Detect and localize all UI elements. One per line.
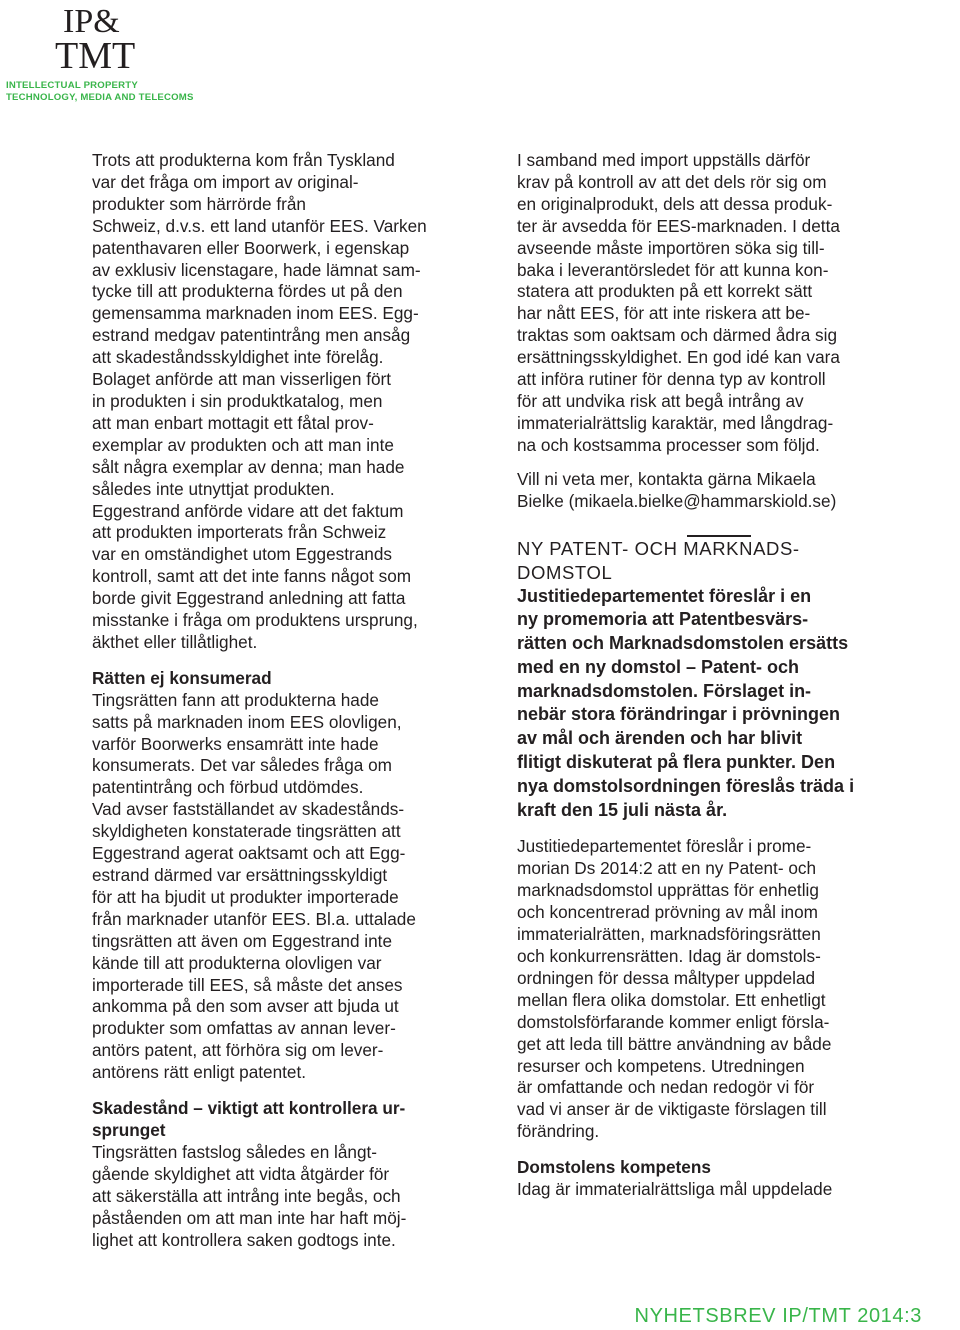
- text-line: produkter som härrörde från: [92, 193, 306, 214]
- text-line: traktas som oaktsam och därmed ådra sig: [517, 325, 838, 346]
- logo-subtitle-line2: TECHNOLOGY, MEDIA AND TELECOMS: [6, 91, 194, 103]
- text-line: att man enbart mottagit ett fåtal prov-: [92, 412, 374, 433]
- text-line: lighet att kontrollera saken godtogs inte.: [92, 1229, 396, 1250]
- ip-tmt-logo-mark: [55, 2, 145, 72]
- text-line: Bielke (mikaela.bielke@hammarskiold.se): [517, 490, 837, 511]
- text-line: borde givit Eggestrand anledning att fatta: [92, 588, 406, 609]
- right-paragraph-2: [517, 836, 927, 1143]
- text-line: och konkurrensrätten. Idag är domstols-: [517, 946, 821, 966]
- right-paragraph-1: [517, 150, 927, 457]
- text-line: Bolaget anförde att man visserligen fört: [92, 369, 392, 390]
- text-line: Skadestånd – viktigt att kontrollera ur-: [92, 1098, 406, 1119]
- left-paragraph-2: [92, 690, 502, 1084]
- text-line: påståenden om att man inte har haft möj-: [92, 1207, 407, 1228]
- text-line: antörens rätt enligt patentet.: [92, 1062, 307, 1083]
- text-line: flitigt diskuterat på flera punkter. Den: [517, 752, 836, 773]
- contact-paragraph: [517, 469, 927, 513]
- heading-ratten-ej-konsumerad: Rätten ej konsumerad: [92, 667, 272, 688]
- text-line: patenthavaren eller Boorwerk, i egenskap: [92, 237, 410, 258]
- text-line: gående skyldighet att vidta åtgärder för: [92, 1163, 390, 1184]
- logo: [0, 0, 240, 112]
- text-line: ankomma på den som avser att bjuda ut: [92, 996, 399, 1017]
- text-line: exemplar av produkten och att man inte: [92, 434, 394, 455]
- text-line: immaterialrätten, marknadsföringsrätten: [517, 924, 821, 945]
- text-line: NY PATENT- OCH MARKNADS-: [517, 537, 800, 559]
- text-line: patentintrång och förbud utdömdes.: [92, 777, 364, 798]
- heading-skadestand: [92, 1098, 502, 1142]
- text-line: tingsrätten att även om Eggestrand inte: [92, 930, 393, 951]
- logo-mark-line2: TMT: [55, 35, 136, 72]
- text-line: na och kostsamma processer som följd.: [517, 434, 820, 455]
- text-line: marknadsdomstol upprättas för enhetlig: [517, 880, 819, 901]
- text-line: sålt några exemplar av denna; man hade: [92, 456, 405, 477]
- text-line: av mål och ärenden och har blivit: [517, 728, 803, 749]
- logo-subtitle-line1: INTELLECTUAL PROPERTY: [6, 80, 138, 91]
- text-line: resurser och kompetens. Utredningen: [517, 1055, 805, 1076]
- text-line: en originalprodukt, dels att dessa produk-: [517, 193, 833, 214]
- logo-mark-line1: IP&: [63, 3, 120, 40]
- text-line: Justitiedepartementet föreslår i en: [517, 585, 812, 606]
- text-line: Vill ni veta mer, kontakta gärna Mikaela: [517, 468, 816, 489]
- text-line: Schweiz, d.v.s. ett land utanför EES. Varken: [92, 215, 427, 236]
- lead-paragraph: [517, 585, 927, 823]
- text-line: estrand medgav patentintrång men ansåg: [92, 325, 411, 346]
- text-line: förändring.: [517, 1121, 600, 1142]
- text-line: att säkerställa att intrång inte begås, och: [92, 1185, 401, 1206]
- text-line: Vad avser fastställandet av skadestånds-: [92, 799, 405, 820]
- text-line: statera att produkten på ett korrekt sätt: [517, 281, 813, 302]
- text-line: ersättningsskyldighet. En god idé kan vara: [517, 347, 840, 368]
- text-line: kontroll, samt att det inte fanns något som: [92, 566, 412, 587]
- section-title: [517, 537, 927, 585]
- text-line: var det fråga om import av original-: [92, 171, 359, 192]
- text-line: Tingsrätten fastslog således en långt-: [92, 1141, 378, 1162]
- text-line: att skadeståndsskyldighet inte förelåg.: [92, 347, 384, 368]
- text-line: domstolsförfarande kommer enligt försla-: [517, 1011, 830, 1032]
- text-line: Eggestrand agerat oaktsamt och att Egg-: [92, 843, 406, 864]
- text-line: gemensamma marknaden inom EES. Egg-: [92, 303, 419, 324]
- text-line: rätten och Marknadsdomstolen ersätts: [517, 633, 849, 654]
- text-line: Justitiedepartementet föreslår i prome-: [517, 836, 812, 857]
- text-line: krav på kontroll av att det dels rör sig om: [517, 171, 827, 192]
- text-line: för att ha bjudit ut produkter importerade: [92, 886, 399, 907]
- text-line: baka i leverantörsledet för att kunna kon-: [517, 259, 829, 280]
- text-line: Idag är immaterialrättsliga mål uppdelade: [517, 1179, 833, 1200]
- text-line: således inte utnyttjat produkten.: [92, 478, 335, 499]
- text-line: skyldigheten konstaterade tingsrätten att: [92, 821, 401, 842]
- text-line: har nått EES, för att inte riskera att be-: [517, 303, 811, 324]
- text-line: ordningen för dessa måltyper uppdelad: [517, 967, 816, 988]
- text-line: nya domstolsordningen föreslås träda i: [517, 775, 855, 796]
- text-line: sprunget: [92, 1119, 166, 1140]
- logo-subtitle: [6, 80, 194, 103]
- text-line: för att undvika risk att begå intrång av: [517, 390, 804, 411]
- text-line: kände till att produkterna olovligen var: [92, 952, 382, 973]
- text-line: ter är avsedda för EES-marknaden. I detta: [517, 215, 840, 236]
- text-line: Trots att produkterna kom från Tyskland: [92, 150, 395, 170]
- text-line: var en omständighet utom Eggestrands: [92, 544, 393, 565]
- left-paragraph-1: [92, 150, 502, 654]
- text-line: marknadsdomstolen. Förslaget in-: [517, 680, 812, 701]
- footer-newsletter-label: NYHETSBREV IP/TMT 2014:3: [634, 1305, 922, 1327]
- text-line: med en ny domstol – Patent- och: [517, 656, 800, 677]
- text-line: importerade till EES, så måste det anses: [92, 974, 403, 995]
- text-line: varför Boorwerks ensamrätt inte hade: [92, 733, 379, 754]
- text-line: estrand därmed var ersättningsskyldigt: [92, 865, 388, 885]
- text-line: att produkten importerats från Schweiz: [92, 522, 387, 543]
- text-line: är omfattande och nedan redogör vi för: [517, 1077, 815, 1098]
- text-line: ny promemoria att Patentbesvärs-: [517, 609, 809, 630]
- text-line: vad vi anser är de viktigaste förslagen till: [517, 1099, 827, 1120]
- text-line: Eggestrand anförde vidare att det faktum: [92, 500, 404, 521]
- text-line: satts på marknaden inom EES olovligen,: [92, 711, 402, 732]
- right-paragraph-3: [517, 1179, 927, 1201]
- text-line: produkter som omfattas av annan lever-: [92, 1018, 396, 1039]
- text-line: I samband med import uppställs därför: [517, 150, 811, 170]
- text-line: mellan flera olika domstolar. Ett enhetligt: [517, 989, 826, 1010]
- text-line: kraft den 15 juli nästa år.: [517, 799, 728, 820]
- text-line: äkthet eller tillåtlighet.: [92, 631, 258, 652]
- text-line: av exklusiv licenstagare, hade lämnat sam-: [92, 259, 421, 280]
- heading-domstolens-kompetens: Domstolens kompetens: [517, 1157, 711, 1178]
- text-line: nebär stora förändringar i prövningen: [517, 704, 841, 725]
- left-paragraph-3: [92, 1142, 502, 1252]
- text-line: från marknader utanför EES. Bl.a. uttalade: [92, 908, 416, 929]
- text-line: morian Ds 2014:2 att en ny Patent- och: [517, 858, 817, 879]
- text-line: avseende måste importören söka sig till-: [517, 237, 825, 258]
- text-line: antörs patent, att förhöra sig om lever-: [92, 1040, 384, 1061]
- left-column: [92, 150, 502, 1251]
- text-line: tycke till att produkterna fördes ut på den: [92, 281, 403, 302]
- text-line: get att leda till bättre användning av både: [517, 1033, 832, 1054]
- text-line: konsumerats. Det var således fråga om: [92, 755, 392, 776]
- right-column: [517, 150, 927, 1201]
- text-line: och koncentrerad prövning av mål inom: [517, 902, 818, 923]
- text-line: att införa rutiner för denna typ av kontroll: [517, 369, 826, 390]
- text-line: DOMSTOL: [517, 561, 613, 583]
- text-line: immaterialrättslig karaktär, med långdrag-: [517, 412, 834, 433]
- text-line: misstanke i fråga om produktens ursprung,: [92, 610, 418, 631]
- text-line: Tingsrätten fann att produkterna hade: [92, 689, 379, 710]
- text-line: in produkten i sin produktkatalog, men: [92, 390, 383, 411]
